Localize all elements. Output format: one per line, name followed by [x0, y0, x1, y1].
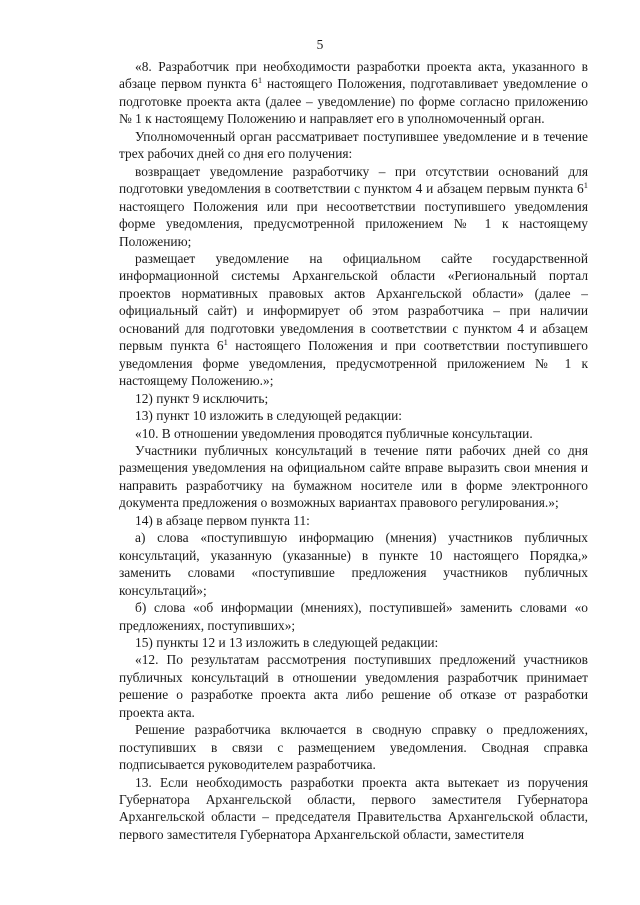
superscript-index: 1 — [583, 180, 588, 191]
paragraph-12-decision: «12. По результатам рассмотрения поступивших предложений участников публичных консультаций в отношении уведомления разработчик принимает решение о разработке проекта акта либо решение об отказе от разработки проекта акта. — [119, 652, 588, 720]
paragraph-13-governor-order: 13. Если необходимость разработки проекта акта вытекает из поручения Губернатора Архангельской области, первого заместителя Губернатора Архангельской области – председателя Правительства Архангельской области, первого заместителя Губернатора Архангельской области, заместителя — [119, 774, 588, 842]
paragraph-publish-notification: размещает уведомление на официальном сайте государственной информационной системы Архангельской области «Региональный портал проектов нормативных правовых актов Архангельской области» (далее – официальный сайт) и информирует об этом разработчика – при наличии оснований для подготовки уведомления в соответствии с пунктом 4 и абзацем первым пункта $6^1$ настоящего Положения и при соответствии поступившего уведомления форме уведомления, предусмотренной приложением № 1 к настоящему Положению.»; — [119, 250, 588, 389]
paragraph-item-12: 12) пункт 9 исключить; — [135, 390, 269, 406]
superscript-index: 1 — [223, 337, 228, 348]
paragraph-return-notification: возвращает уведомление разработчику – при отсутствии оснований для подготовки уведомления в соответствии с пунктом 4 и абзацем первым пункта $6^1$ настоящего Положения или при несоответствии поступившего уведомления форме уведомления, предусмотренной приложением № 1 к настоящему Положению; — [119, 163, 588, 249]
paragraph-item-15: 15) пункты 12 и 13 изложить в следующей редакции: — [135, 634, 439, 650]
paragraph-item-14-b: б) слова «об информации (мнениях), поступившей» заменить словами «о предложениях, поступивших»; — [119, 600, 588, 633]
paragraph-summary-report: Решение разработчика включается в сводную справку о предложениях, поступивших в связи с размещением уведомления. Сводная справка подписывается руководителем разработчика. — [119, 722, 588, 773]
paragraph-item-13: 13) пункт 10 изложить в следующей редакции: — [135, 408, 403, 424]
document-body — [119, 58, 588, 843]
superscript-index: 1 — [257, 75, 263, 86]
page-number: 5 — [316, 37, 324, 52]
paragraph-authority-review: Уполномоченный орган рассматривает поступившее уведомление и в течение трех рабочих дней со дня его получения: — [119, 128, 588, 162]
paragraph-8-notification: «8. Разработчик при необходимости разработки проекта акта, указанного в абзаце первом пункта $6^1$ настоящего Положения, подготавливает уведомление о подготовке проекта акта (далее – уведомление) по форме согласно приложению № 1 к настоящему Положению и направляет его в уполномоченный орган. — [119, 59, 588, 127]
paragraph-item-14: 14) в абзаце первом пункта 11: — [135, 512, 310, 528]
paragraph-item-14-a: а) слова «поступившую информацию (мнения) участников публичных консультаций, указанную (указанные) в пункте 10 настоящего Порядка,» заменить словами «поступившие предложения участников публичных консультаций»; — [119, 530, 588, 598]
paragraph-consultation-participants: Участники публичных консультаций в течение пяти рабочих дней со дня размещения уведомления на официальном сайте вправе выразить свои мнения и направить разработчику на бумажном носителе или в форме электронного документа предложения о возможных вариантах правового регулирования.»; — [119, 442, 588, 511]
paragraph-10-consultations: «10. В отношении уведомления проводятся публичные консультации. — [135, 425, 533, 441]
